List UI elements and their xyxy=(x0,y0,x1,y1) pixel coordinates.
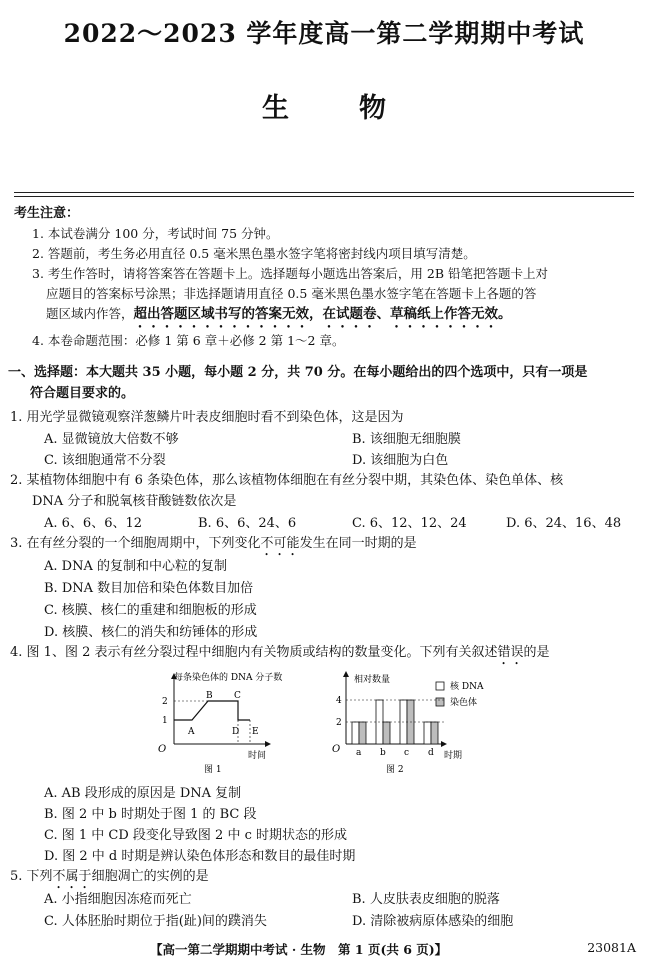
footer-code: 23081A xyxy=(587,940,636,955)
q1-option-a[interactable]: A. 显微镜放大倍数不够 xyxy=(44,432,179,447)
notice-item-text: 题区域内作答， xyxy=(46,306,134,321)
q4-option-d[interactable]: D. 图 2 中 d 时期是辨认染色体形态和数目的最佳时期 xyxy=(44,849,356,864)
fig1-curve xyxy=(174,701,250,720)
q2-option-d[interactable]: D. 6、24、16、48 xyxy=(506,516,622,531)
section-line: 符合题目要求的。 xyxy=(30,386,135,401)
subject-title: 生物 xyxy=(262,93,456,124)
q3-option-c[interactable]: C. 核膜、核仁的重建和细胞板的形成 xyxy=(44,603,257,618)
section-line: 一、选择题：本大题共 35 小题，每小题 2 分，共 70 分。在每小题给出的四个选项中，只有一项是 xyxy=(8,365,588,380)
notice-item: 2. 答题前，考生务必用直径 0.5 毫米黑色墨水签字笔将密封线内项目填写清楚。 xyxy=(32,246,476,261)
fig1-origin: O xyxy=(158,744,167,755)
section-heading xyxy=(8,362,638,404)
notice-block xyxy=(14,204,636,351)
q4-stem-emphasis: 错误 xyxy=(497,645,524,660)
figure-1 xyxy=(150,668,300,778)
notice-item xyxy=(14,304,636,331)
question-1-stem: 1. 用光学显微镜观察洋葱鳞片叶表皮细胞时看不到染色体，这是因为 xyxy=(10,410,404,425)
bar-d-dna xyxy=(424,722,431,744)
fig1-point-label: A xyxy=(188,727,195,737)
divider-bottom xyxy=(14,196,634,197)
fig2-xlabel: 时期 xyxy=(444,751,463,761)
q2-option-a[interactable]: A. 6、6、6、12 xyxy=(44,516,143,531)
legend-swatch-chromosome xyxy=(436,698,444,706)
fig1-caption: 图 1 xyxy=(204,765,222,775)
q3-option-a[interactable]: A. DNA 的复制和中心粒的复制 xyxy=(44,559,227,574)
q5-option-d[interactable]: D. 清除被病原体感染的细胞 xyxy=(352,914,514,929)
bar-a-dna xyxy=(352,722,359,744)
exam-title: 2022～2023 学年度高一第二学期期中考试 xyxy=(63,19,585,48)
question-2-stem-cont: DNA 分子和脱氧核苷酸链数依次是 xyxy=(32,494,237,509)
notice-emphasis: 超出答题区域书写的答案无效，在试题卷、草稿纸上作答无效。 xyxy=(133,306,512,322)
q5-option-a[interactable]: A. 小指细胞因冻疮而死亡 xyxy=(44,892,192,907)
divider-top xyxy=(14,192,634,193)
q3-option-d[interactable]: D. 核膜、核仁的消失和纺锤体的形成 xyxy=(44,625,258,640)
notice-heading: 考生注意： xyxy=(14,206,80,221)
q3-option-b[interactable]: B. DNA 数目加倍和染色体数目加倍 xyxy=(44,581,254,596)
fig1-point-label: E xyxy=(252,727,259,737)
q1-option-b[interactable]: B. 该细胞无细胞膜 xyxy=(352,432,461,447)
notice-item: 应题目的答案标号涂黑；非选择题请用直径 0.5 毫米黑色墨水签字笔在答题卡上各题的答 xyxy=(46,286,537,301)
q5-option-b[interactable]: B. 人皮肤表皮细胞的脱落 xyxy=(352,892,500,907)
q3-stem-pre: 3. 在有丝分裂的一个细胞周期中，下列变化 xyxy=(10,536,261,551)
q4-option-b[interactable]: B. 图 2 中 b 时期处于图 1 的 BC 段 xyxy=(44,807,257,822)
q5-stem-post: 细胞凋亡的实例的是 xyxy=(91,869,209,884)
footer-center: 【高一第二学期期中考试 · 生物 第 1 页(共 6 页)】 xyxy=(150,942,448,957)
question-4-stem xyxy=(10,642,640,668)
legend-label-dna: 核 DNA xyxy=(450,682,484,692)
fig1-xlabel: 时间 xyxy=(248,751,267,761)
x-tick-label: c xyxy=(404,748,410,758)
notice-item: 1. 本试卷满分 100 分，考试时间 75 分钟。 xyxy=(32,226,279,241)
q3-stem-emphasis: 不可能 xyxy=(260,536,300,551)
y-tick-label: 2 xyxy=(336,718,342,728)
y-tick-label: 4 xyxy=(336,696,342,706)
fig2-ylabel: 相对数量 xyxy=(354,675,391,685)
figure-2-chart xyxy=(332,668,502,778)
fig1-y-tick: 1 xyxy=(162,716,168,726)
q4-stem-pre: 4. 图 1、图 2 表示有丝分裂过程中细胞内有关物质或结构的数量变化。下列有关叙述 xyxy=(10,645,498,660)
fig2-caption: 图 2 xyxy=(386,765,404,775)
q1-option-c[interactable]: C. 该细胞通常不分裂 xyxy=(44,453,166,468)
fig1-ylabel: 每条染色体的 DNA 分子数 xyxy=(174,673,283,683)
x-tick-label: b xyxy=(380,748,386,758)
q1-option-d[interactable]: D. 该细胞为白色 xyxy=(352,453,449,468)
fig1-point-label: B xyxy=(206,691,213,701)
fig2-origin: O xyxy=(332,744,341,755)
fig1-point-label: C xyxy=(234,691,241,701)
q4-option-a[interactable]: A. AB 段形成的原因是 DNA 复制 xyxy=(44,786,242,801)
bar-d-chromosome xyxy=(431,722,438,744)
fig1-y-tick: 2 xyxy=(162,697,168,707)
x-tick-label: a xyxy=(356,748,362,758)
q3-stem-post: 发生在同一时期的是 xyxy=(299,536,417,551)
q2-option-c[interactable]: C. 6、12、12、24 xyxy=(352,516,467,531)
q2-option-b[interactable]: B. 6、6、24、6 xyxy=(198,516,297,531)
notice-item: 4. 本卷命题范围：必修 1 第 6 章＋必修 2 第 1～2 章。 xyxy=(32,333,345,348)
fig1-point-label: D xyxy=(232,727,240,737)
q5-stem-pre: 5. 下列 xyxy=(10,869,53,884)
notice-item: 3. 考生作答时，请将答案答在答题卡上。选择题每小题选出答案后，用 2B 铅笔把答题卡上对 xyxy=(32,266,548,281)
bar-b-chromosome xyxy=(383,722,390,744)
legend-swatch-dna xyxy=(436,682,444,690)
x-tick-label: d xyxy=(428,748,434,758)
q5-option-c[interactable]: C. 人体胚胎时期位于指(趾)间的蹼消失 xyxy=(44,914,267,929)
q5-stem-emphasis: 不属于 xyxy=(52,869,92,884)
q4-option-c[interactable]: C. 图 1 中 CD 段变化导致图 2 中 c 时期状态的形成 xyxy=(44,828,347,843)
bar-a-chromosome xyxy=(359,722,366,744)
question-2-stem: 2. 某植物体细胞中有 6 条染色体，那么该植物体细胞在有丝分裂中期，其染色体、染色单体、核 xyxy=(10,473,564,488)
legend-label-chromosome: 染色体 xyxy=(450,698,478,708)
q4-stem-post: 的是 xyxy=(523,645,550,660)
